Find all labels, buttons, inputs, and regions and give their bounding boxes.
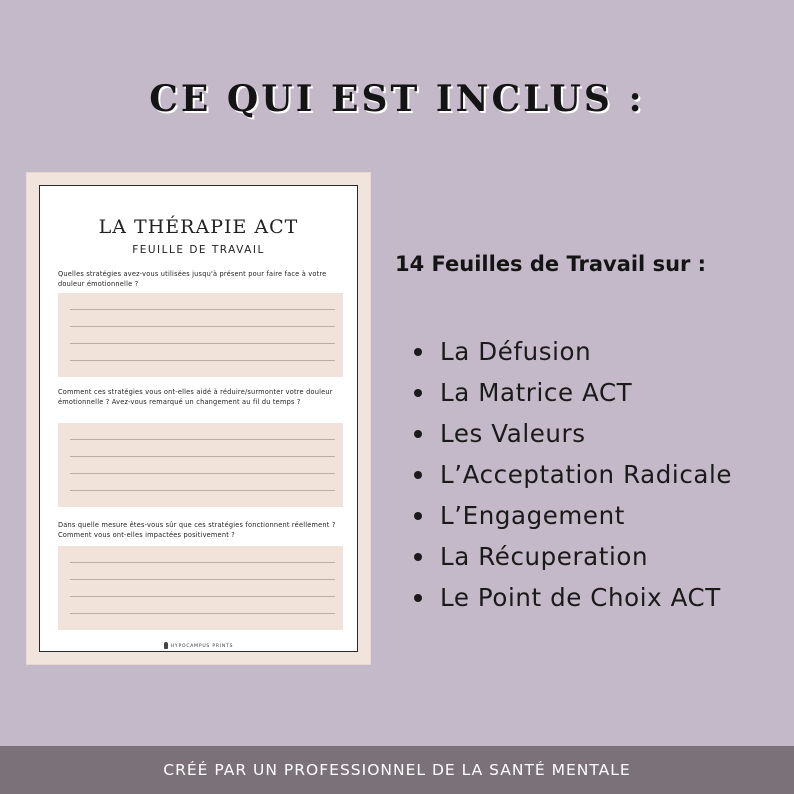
bullet-icon	[414, 553, 422, 561]
answer-line	[70, 562, 335, 563]
worksheet-title: LA THÉRAPIE ACT	[98, 216, 299, 238]
list-item	[414, 495, 732, 536]
worksheet-question-1: Quelles stratégies avez-vous utilisées jusqu'à présent pour faire face à votre douleur émotionnelle ?	[58, 270, 327, 288]
headline: CE QUI EST INCLUS :	[149, 78, 645, 120]
list-item-label: Le Point de Choix ACT	[440, 583, 721, 612]
bullet-icon	[414, 389, 422, 397]
answer-box-2	[58, 423, 343, 507]
list-item-label: L’Acceptation Radicale	[440, 460, 733, 489]
answer-line	[70, 360, 335, 361]
worksheet-subtitle: FEUILLE DE TRAVAIL	[132, 244, 265, 256]
answer-line	[70, 309, 335, 310]
list-item-label: La Défusion	[440, 337, 592, 366]
bullet-icon	[414, 348, 422, 356]
answer-line	[70, 596, 335, 597]
topic-list	[414, 331, 732, 618]
worksheet-question-2: Comment ces stratégies vous ont-elles aidé à réduire/surmonter votre douleur émotionnelle ? Avez-vous remarqué un changement au fil du temps ?	[58, 388, 333, 406]
list-item	[414, 372, 732, 413]
brand-mark	[40, 642, 357, 649]
answer-box-1	[58, 293, 343, 377]
footer-text: CRÉÉ PAR UN PROFESSIONNEL DE LA SANTÉ MENTALE	[163, 761, 631, 779]
answer-box-3	[58, 546, 343, 630]
answer-line	[70, 490, 335, 491]
list-item-label: La Matrice ACT	[440, 378, 633, 407]
footer-banner	[0, 746, 794, 794]
answer-line	[70, 473, 335, 474]
list-item-label: L’Engagement	[440, 501, 625, 530]
bullet-icon	[414, 430, 422, 438]
seahorse-icon	[164, 642, 168, 649]
list-item	[414, 454, 732, 495]
list-item	[414, 577, 732, 618]
bullet-icon	[414, 471, 422, 479]
answer-line	[70, 326, 335, 327]
bullet-icon	[414, 512, 422, 520]
brand-name: HYPOCAMPUS PRINTS	[170, 644, 234, 649]
answer-line	[70, 456, 335, 457]
worksheet-preview	[26, 172, 371, 665]
list-item	[414, 536, 732, 577]
list-item	[414, 413, 732, 454]
answer-line	[70, 613, 335, 614]
list-heading: 14 Feuilles de Travail sur :	[395, 252, 707, 276]
list-item-label: Les Valeurs	[440, 419, 586, 448]
answer-line	[70, 579, 335, 580]
worksheet-question-3: Dans quelle mesure êtes-vous sûr que ces stratégies fonctionnent réellement ? Comment vous ont-elles impactées positivement ?	[58, 521, 336, 539]
answer-line	[70, 343, 335, 344]
bullet-icon	[414, 594, 422, 602]
list-item-label: La Récuperation	[440, 542, 649, 571]
worksheet-page	[39, 185, 358, 652]
list-item	[414, 331, 732, 372]
answer-line	[70, 439, 335, 440]
